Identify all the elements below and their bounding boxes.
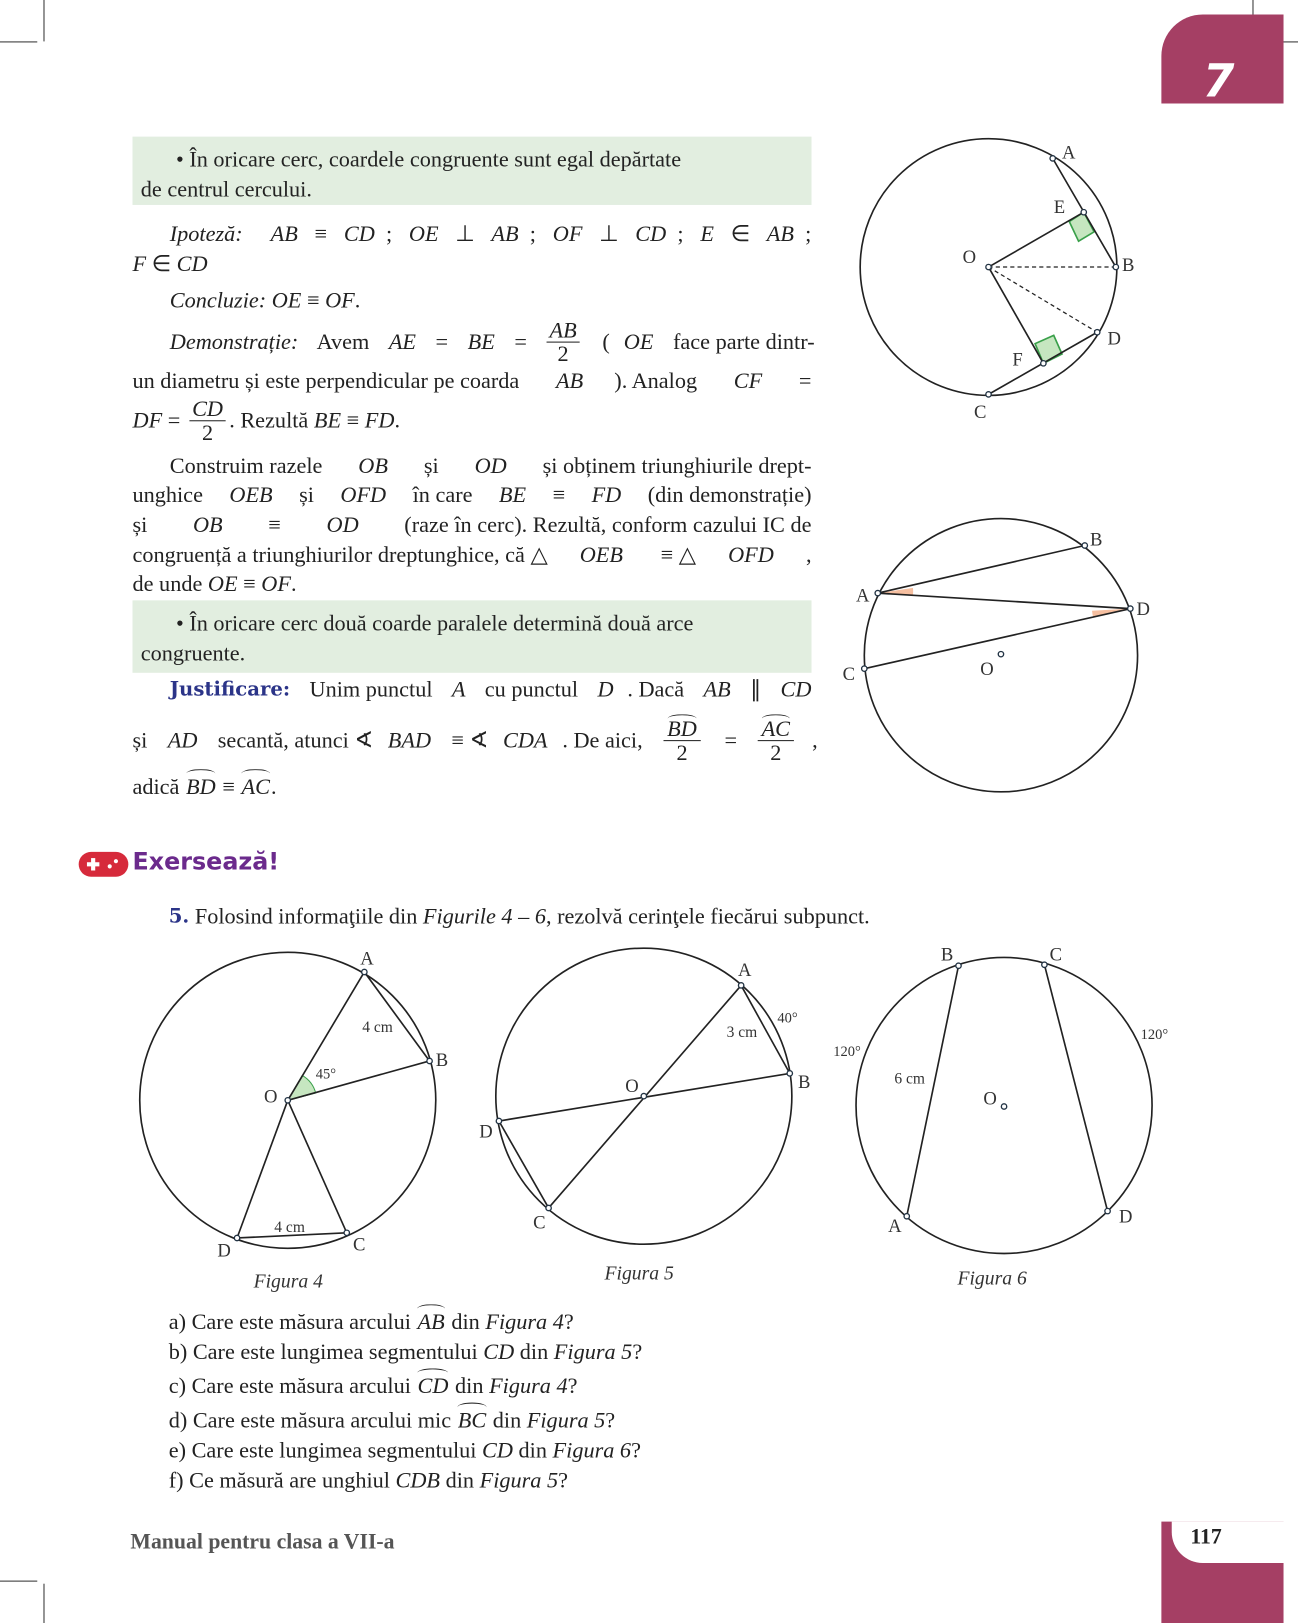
math-text: F bbox=[132, 251, 147, 277]
length-ab: 6 cm bbox=[894, 1070, 925, 1088]
math-text: OEB bbox=[229, 482, 273, 508]
text: ? bbox=[563, 1309, 574, 1335]
arc-left-label: 120° bbox=[833, 1043, 861, 1060]
label-f: F bbox=[1012, 349, 1023, 371]
text: = bbox=[508, 329, 533, 355]
math-text: AB bbox=[703, 676, 731, 702]
text: = bbox=[718, 727, 743, 753]
math-text: Figurile 4 – 6 bbox=[422, 903, 546, 929]
math-text: AB bbox=[766, 221, 795, 247]
label-c: C bbox=[533, 1212, 546, 1234]
fraction-numerator: CD bbox=[189, 397, 226, 421]
text: ≡ bbox=[308, 221, 333, 247]
figure-4 bbox=[140, 949, 448, 1293]
text: de centrul cercului. bbox=[140, 177, 312, 202]
text: Unim punctul bbox=[303, 676, 439, 702]
math-text: AB bbox=[270, 221, 298, 247]
text: ≡ △ bbox=[655, 542, 696, 568]
math-text: FD bbox=[364, 407, 395, 433]
text: , bbox=[812, 727, 818, 753]
label-d: D bbox=[1136, 598, 1150, 620]
math-text: CF bbox=[733, 368, 763, 394]
text: din bbox=[512, 1437, 553, 1463]
math-text: BE bbox=[498, 482, 527, 508]
text: unghice bbox=[132, 482, 209, 508]
math-text: CD bbox=[343, 221, 375, 247]
text: din bbox=[487, 1407, 527, 1433]
text: ≡ bbox=[262, 512, 287, 538]
text: ≡ bbox=[547, 482, 571, 508]
math-text: CD bbox=[780, 676, 812, 702]
figure-5 bbox=[479, 948, 810, 1284]
math-text: FD bbox=[591, 482, 622, 508]
text: în care bbox=[407, 482, 479, 508]
math-text: OF bbox=[552, 221, 583, 247]
label-c: C bbox=[974, 402, 987, 424]
page-number: 117 bbox=[1190, 1523, 1222, 1549]
math-text: Figura 4 bbox=[485, 1309, 564, 1335]
text: Construim razele bbox=[169, 453, 328, 479]
figure-congruent-chords bbox=[860, 139, 1134, 423]
text: b) Care este lungimea segmentului bbox=[168, 1339, 484, 1365]
math-text: DF bbox=[132, 407, 163, 433]
label-b: B bbox=[1089, 529, 1103, 551]
math-text: CD bbox=[483, 1339, 515, 1365]
text: f) Ce măsură are unghiul bbox=[168, 1467, 396, 1493]
text: și bbox=[293, 482, 320, 508]
label-d: D bbox=[479, 1121, 493, 1143]
text: ≡ bbox=[237, 571, 262, 597]
text: congruență a triunghiurilor dreptunghice, că △ bbox=[132, 542, 548, 568]
text: e) Care este lungimea segmentului bbox=[168, 1437, 483, 1463]
label-o: O bbox=[983, 1088, 997, 1110]
figure-parallel-chords bbox=[843, 519, 1150, 792]
text: și bbox=[132, 512, 153, 538]
text: . bbox=[394, 407, 401, 433]
label-a: A bbox=[738, 960, 752, 982]
chord-ab bbox=[878, 545, 1085, 593]
label-d: D bbox=[217, 1240, 231, 1262]
label-o: O bbox=[263, 1086, 278, 1108]
fraction-numerator: AB bbox=[546, 318, 579, 342]
math-text: CDB bbox=[395, 1467, 441, 1493]
label-b: B bbox=[1122, 255, 1135, 277]
text: • În oricare cerc, coardele congruente sunt egal depărtate bbox=[175, 146, 682, 172]
math-text: Figura 6 bbox=[552, 1437, 632, 1463]
math-text: A bbox=[451, 676, 466, 702]
text: cu punctul bbox=[479, 676, 584, 702]
text: Avem bbox=[312, 329, 375, 355]
math-text: CD bbox=[635, 221, 667, 247]
text: ; bbox=[529, 221, 542, 247]
segment-oe bbox=[989, 212, 1084, 267]
right-angle-mark-e bbox=[1069, 212, 1094, 241]
radius-od bbox=[989, 267, 1098, 332]
text: ? bbox=[567, 1373, 578, 1399]
text: Folosind informaţiile din bbox=[189, 903, 423, 929]
math-text: CD bbox=[482, 1437, 513, 1463]
label-a: A bbox=[856, 585, 870, 607]
label-d: D bbox=[1118, 1206, 1133, 1228]
arc-notation: BD bbox=[185, 772, 217, 801]
text: ≡ bbox=[341, 407, 365, 433]
text: ? bbox=[632, 1339, 643, 1365]
text: ; bbox=[677, 221, 690, 247]
math-text: Concluzie: OE bbox=[169, 287, 302, 313]
math-text: OE bbox=[623, 329, 654, 355]
arc-notation: BD bbox=[667, 715, 697, 741]
text: ⊥ bbox=[593, 221, 625, 247]
math-text: AB bbox=[555, 368, 584, 394]
arc-label: 40° bbox=[777, 1010, 798, 1027]
text: ∈ bbox=[725, 221, 756, 247]
label-o: O bbox=[625, 1076, 639, 1098]
math-text: BE bbox=[467, 329, 495, 355]
fraction-denominator: 2 bbox=[770, 739, 782, 765]
math-text: AB bbox=[491, 221, 519, 247]
text: ⊥ bbox=[449, 221, 481, 247]
text: ? bbox=[558, 1467, 569, 1493]
label-a: A bbox=[888, 1215, 902, 1237]
justification-label: Justificare: bbox=[169, 677, 291, 701]
text: (din demonstrație) bbox=[642, 482, 812, 508]
text: . bbox=[354, 287, 361, 313]
arc-notation: AC bbox=[761, 715, 791, 741]
text: și obținem triunghiurile drept- bbox=[537, 453, 812, 479]
math-text: Ipoteză: bbox=[169, 221, 243, 247]
arc-notation: CD bbox=[416, 1372, 449, 1401]
math-text: AD bbox=[167, 727, 198, 753]
text: un diametru și este perpendicular pe coarda bbox=[132, 368, 525, 394]
arc-notation: BC bbox=[457, 1406, 488, 1435]
math-text: OFD bbox=[340, 482, 387, 508]
footer-title: Manual pentru clasa a VII-a bbox=[130, 1528, 395, 1554]
text: , bbox=[805, 542, 812, 568]
text: de unde bbox=[132, 571, 208, 597]
math-text: CDA bbox=[503, 727, 548, 753]
text: congruente. bbox=[140, 640, 246, 666]
text: . Rezultă bbox=[229, 407, 314, 433]
text: din bbox=[514, 1339, 554, 1365]
math-text: OD bbox=[326, 512, 359, 538]
text: ). Analog bbox=[614, 368, 703, 394]
math-text: D bbox=[597, 676, 614, 702]
text: din bbox=[440, 1467, 480, 1493]
text: c) Care este măsura arcului bbox=[168, 1373, 417, 1399]
math-text: Figura 4 bbox=[489, 1373, 568, 1399]
label-b: B bbox=[435, 1050, 449, 1072]
text: d) Care este măsura arcului mic bbox=[168, 1407, 457, 1433]
math-text: OB bbox=[358, 453, 388, 479]
math-text: OB bbox=[192, 512, 223, 538]
text: ∥ bbox=[744, 676, 767, 702]
text: ? bbox=[631, 1437, 641, 1463]
math-text: Demonstrație: bbox=[169, 329, 299, 355]
math-text: AE bbox=[388, 329, 417, 355]
math-text: CD bbox=[176, 251, 208, 277]
text: și bbox=[132, 727, 153, 753]
text: ≡ ∢ bbox=[445, 727, 489, 753]
angle-label: 45° bbox=[315, 1066, 336, 1083]
label-b: B bbox=[940, 944, 954, 966]
text: ( bbox=[596, 329, 610, 355]
text: din bbox=[445, 1309, 486, 1335]
label-e: E bbox=[1053, 197, 1066, 219]
text: ∈ bbox=[146, 251, 177, 277]
text: a) Care este măsura arcului bbox=[168, 1309, 417, 1335]
text: ; bbox=[385, 221, 398, 247]
text: face parte dintr- bbox=[667, 329, 815, 355]
label-c: C bbox=[1049, 944, 1063, 966]
text: . bbox=[270, 774, 277, 800]
length-dc: 4 cm bbox=[274, 1218, 305, 1236]
figure-caption: Figura 6 bbox=[957, 1267, 1027, 1290]
exercise-heading: Exersează! bbox=[132, 848, 280, 876]
text: . Dacă bbox=[627, 676, 690, 702]
label-c: C bbox=[352, 1234, 366, 1256]
figure-caption: Figura 5 bbox=[604, 1262, 674, 1285]
math-text: Figura 5 bbox=[479, 1467, 559, 1493]
text: secantă, atunci ∢ bbox=[212, 727, 373, 753]
text: = bbox=[793, 368, 812, 394]
text: • În oricare cerc două coarde paralele determină două arce bbox=[175, 610, 694, 636]
label-d: D bbox=[1107, 328, 1122, 350]
math-text: BAD bbox=[387, 727, 432, 753]
fraction-denominator: 2 bbox=[557, 341, 569, 366]
label-b: B bbox=[798, 1071, 811, 1093]
text: și bbox=[418, 453, 445, 479]
figure-caption: Figura 4 bbox=[253, 1270, 323, 1293]
fraction-denominator: 2 bbox=[676, 739, 688, 765]
math-text: OD bbox=[474, 453, 507, 479]
text: din bbox=[449, 1373, 490, 1399]
length-ab: 4 cm bbox=[362, 1018, 393, 1036]
text: ≡ bbox=[216, 774, 241, 800]
arc-notation: AB bbox=[416, 1307, 445, 1336]
text: ≡ bbox=[301, 287, 326, 313]
label-o: O bbox=[980, 658, 994, 680]
math-text: OF bbox=[325, 287, 355, 313]
arc-right-label: 120° bbox=[1140, 1027, 1169, 1044]
text: . bbox=[290, 571, 297, 597]
math-text: BE bbox=[313, 407, 342, 433]
math-text: Figura 5 bbox=[526, 1407, 606, 1433]
math-text: Figura 5 bbox=[553, 1339, 633, 1365]
math-text: OE bbox=[207, 571, 238, 597]
math-text: OF bbox=[261, 571, 291, 597]
secant-ad bbox=[878, 593, 1131, 609]
text: ? bbox=[605, 1407, 616, 1433]
text: . De aici, bbox=[562, 727, 649, 753]
text: = bbox=[429, 329, 454, 355]
math-text: OE bbox=[408, 221, 439, 247]
text: = bbox=[162, 407, 186, 433]
text: (raze în cerc). Rezultă, conform cazului IC de bbox=[398, 512, 812, 538]
math-text: E bbox=[700, 221, 714, 247]
length-ab: 3 cm bbox=[726, 1024, 758, 1042]
figure-6 bbox=[833, 945, 1168, 1290]
chapter-number: 7 bbox=[1202, 54, 1235, 108]
text: ; bbox=[805, 221, 812, 247]
arc-notation: AC bbox=[240, 772, 271, 801]
math-text: OEB bbox=[579, 542, 623, 568]
exercise-number: 5. bbox=[168, 904, 190, 928]
label-a: A bbox=[1062, 142, 1076, 164]
label-o: O bbox=[962, 246, 977, 268]
math-text: OFD bbox=[728, 542, 774, 568]
label-a: A bbox=[360, 948, 374, 970]
fraction-denominator: 2 bbox=[201, 419, 214, 445]
chord-cd bbox=[864, 609, 1130, 669]
text: adică bbox=[132, 774, 186, 800]
label-c: C bbox=[842, 664, 856, 686]
text: , rezolvă cerinţele fiecărui subpunct. bbox=[545, 903, 870, 929]
